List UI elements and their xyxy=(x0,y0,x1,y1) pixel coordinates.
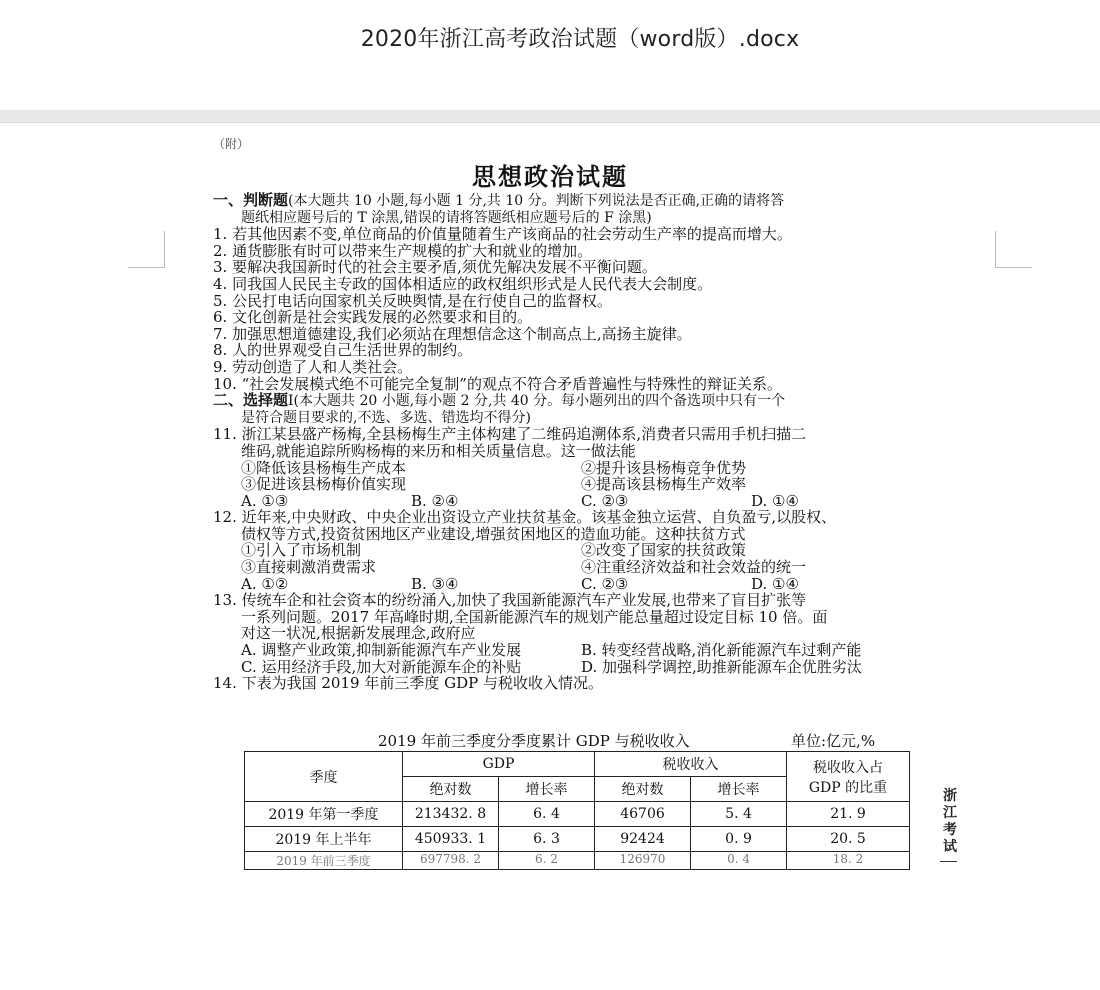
cell-ratio: 20. 5 xyxy=(787,827,910,852)
subheader-gdp-abs: 绝对数 xyxy=(403,777,499,802)
choice-c: C. 运用经济手段,加大对新能源车企的补贴 xyxy=(241,657,522,676)
choice-d: D. 加强科学调控,助推新能源车企优胜劣汰 xyxy=(581,657,862,676)
table-row xyxy=(245,827,910,852)
cell-gdp-abs: 450933. 1 xyxy=(403,827,499,852)
choice-b: B. ②④ xyxy=(411,491,459,510)
question-11-stem-cont: 维码,就能追踪所购杨梅的来历和相关质量信息。这一做法能 xyxy=(241,441,636,460)
side-mark-char: 浙 xyxy=(943,788,957,804)
page-margin-corner-right xyxy=(995,231,1032,268)
table-header-row xyxy=(245,752,910,777)
option-item: ②改变了国家的扶贫政策 xyxy=(581,541,747,560)
question-12-options-row xyxy=(213,559,918,576)
question-11-options-row xyxy=(213,460,918,477)
header-tax: 税收收入 xyxy=(595,752,787,777)
option-item: ③直接刺激消费需求 xyxy=(241,558,377,577)
subheader-tax-growth: 增长率 xyxy=(691,777,787,802)
cell-tax-growth: 5. 4 xyxy=(691,802,787,827)
question-12-stem: 12. 近年来,中央财政、中央企业出资设立产业扶贫基金。该基金独立运营、自负盈亏,以股权、 xyxy=(213,508,837,527)
option-item: ①引入了市场机制 xyxy=(241,541,362,560)
section-2-instructions: Ⅰ(本大题共 20 小题,每小题 2 分,共 40 分。每小题列出的四个备选项中只有一个 xyxy=(288,393,786,410)
table-row xyxy=(245,852,910,870)
section-2-label: 二、选择题 xyxy=(213,391,289,410)
cell-tax-abs: 126970 xyxy=(595,852,691,870)
choice-d: D. ①④ xyxy=(751,574,799,593)
cell-quarter: 2019 年上半年 xyxy=(245,827,403,852)
section-2-instructions-cont: 是符合题目要求的,不选、多选、错选均不得分) xyxy=(241,409,531,426)
question-11-choices xyxy=(213,493,918,510)
cell-gdp-abs: 697798. 2 xyxy=(403,852,499,870)
question-13-stem-cont: 一系列问题。2017 年高峰时期,全国新能源汽车的规划产能总量超过设定目标 10 倍。面 xyxy=(241,607,828,626)
cell-gdp-growth: 6. 3 xyxy=(499,827,595,852)
choice-b: B. ③④ xyxy=(411,574,459,593)
page-margin-corner-left xyxy=(128,231,165,268)
side-mark-char: 考 xyxy=(943,822,957,838)
header-quarter: 季度 xyxy=(245,752,403,802)
question-13-stem-cont: 对这一状况,根据新发展理念,政府应 xyxy=(241,624,476,643)
side-mark-char: 试 xyxy=(943,839,957,855)
table-caption: 2019 年前三季度分季度累计 GDP 与税收收入 xyxy=(378,732,690,750)
section-2-heading xyxy=(213,392,918,410)
question-11-stem: 11. 浙江某县盛产杨梅,全县杨梅生产主体构建了二维码追溯体系,消费者只需用手机扫描二 xyxy=(213,425,807,444)
cell-tax-growth: 0. 9 xyxy=(691,827,787,852)
header-separator-bar xyxy=(0,110,1100,123)
judgement-item: 8. 人的世界观受自己生活世界的制约。 xyxy=(213,341,473,360)
exam-body xyxy=(213,192,918,692)
choice-b: B. 转变经营战略,消化新能源汽车过剩产能 xyxy=(581,641,862,660)
judgement-item: 3. 要解决我国新时代的社会主要矛盾,须优先解决发展不平衡问题。 xyxy=(213,258,657,277)
cell-quarter: 2019 年前三季度 xyxy=(245,852,403,870)
scan-cut-top-text: （附） xyxy=(213,137,250,151)
side-margin-rule xyxy=(940,861,957,862)
judgement-item: 6. 文化创新是社会实践发展的必然要求和目的。 xyxy=(213,308,533,327)
question-13-choices-row xyxy=(213,642,918,659)
cell-gdp-growth: 6. 2 xyxy=(499,852,595,870)
judgement-item: 2. 通货膨胀有时可以带来生产规模的扩大和就业的增加。 xyxy=(213,241,593,260)
question-12-options-row xyxy=(213,542,918,559)
choice-d: D. ①④ xyxy=(751,491,799,510)
subheader-gdp-growth: 增长率 xyxy=(499,777,595,802)
choice-a: A. 调整产业政策,抑制新能源汽车产业发展 xyxy=(241,641,522,660)
question-12-stem-cont: 债权等方式,投资贫困地区产业建设,增强贫困地区的造血功能。这种扶贫方式 xyxy=(241,524,746,543)
section-1-label: 一、判断题 xyxy=(213,191,289,209)
cell-tax-abs: 92424 xyxy=(595,827,691,852)
choice-a: A. ①② xyxy=(241,574,289,593)
document-header xyxy=(0,0,1100,110)
option-item: ①降低该县杨梅生产成本 xyxy=(241,458,407,477)
gdp-tax-table xyxy=(244,751,910,870)
table-row xyxy=(245,802,910,827)
judgement-item: 10. “社会发展模式绝不可能完全复制”的观点不符合矛盾普遍性与特殊性的辩证关系。 xyxy=(213,374,782,393)
section-1-instructions-cont: 题纸相应题号后的 T 涂黑,错误的请将答题纸相应题号后的 F 涂黑) xyxy=(241,209,652,226)
cell-gdp-growth: 6. 4 xyxy=(499,802,595,827)
cell-tax-growth: 0. 4 xyxy=(691,852,787,870)
question-13-stem: 13. 传统车企和社会资本的纷纷涌入,加快了我国新能源汽车产业发展,也带来了盲目扩张等 xyxy=(213,591,807,610)
document-title: 2020年浙江高考政治试题（word版）.docx xyxy=(360,27,800,52)
section-1-heading xyxy=(213,192,918,210)
cell-quarter: 2019 年第一季度 xyxy=(245,802,403,827)
question-14-stem: 14. 下表为我国 2019 年前三季度 GDP 与税收收入情况。 xyxy=(213,674,603,693)
exam-title: 思想政治试题 xyxy=(472,162,628,191)
choice-c: C. ②③ xyxy=(581,491,629,510)
question-11-options-row xyxy=(213,476,918,493)
header-ratio-line1: 税收收入占 xyxy=(813,759,884,776)
cell-gdp-abs: 213432. 8 xyxy=(403,802,499,827)
question-13-choices-row xyxy=(213,659,918,676)
option-item: ③促进该县杨梅价值实现 xyxy=(241,475,407,494)
judgement-item: 9. 劳动创造了人和人类社会。 xyxy=(213,357,413,376)
side-mark-char: 江 xyxy=(943,805,957,821)
judgement-item: 1. 若其他因素不变,单位商品的价值量随着生产该商品的社会劳动生产率的提高而增大。 xyxy=(213,225,792,244)
cell-ratio: 21. 9 xyxy=(787,802,910,827)
header-gdp: GDP xyxy=(403,752,595,777)
judgement-item: 7. 加强思想道德建设,我们必须站在理想信念这个制高点上,高扬主旋律。 xyxy=(213,324,692,343)
option-item: ④注重经济效益和社会效益的统一 xyxy=(581,558,807,577)
cell-ratio: 18. 2 xyxy=(787,852,910,870)
table-unit: 单位:亿元,% xyxy=(791,732,876,750)
subheader-tax-abs: 绝对数 xyxy=(595,777,691,802)
option-item: ②提升该县杨梅竞争优势 xyxy=(581,458,747,477)
choice-c: C. ②③ xyxy=(581,574,629,593)
side-margin-mark xyxy=(940,788,960,856)
section-1-instructions: (本大题共 10 小题,每小题 1 分,共 10 分。判断下列说法是否正确,正确的请将答 xyxy=(288,193,785,209)
option-item: ④提高该县杨梅生产效率 xyxy=(581,475,747,494)
choice-a: A. ①③ xyxy=(241,491,289,510)
judgement-item: 4. 同我国人民民主专政的国体相适应的政权组织形式是人民代表大会制度。 xyxy=(213,274,713,293)
header-ratio-line2: GDP 的比重 xyxy=(808,779,888,796)
judgement-item: 5. 公民打电话向国家机关反映舆情,是在行使自己的监督权。 xyxy=(213,291,612,310)
question-12-choices xyxy=(213,576,918,593)
cell-tax-abs: 46706 xyxy=(595,802,691,827)
header-ratio xyxy=(787,752,910,802)
